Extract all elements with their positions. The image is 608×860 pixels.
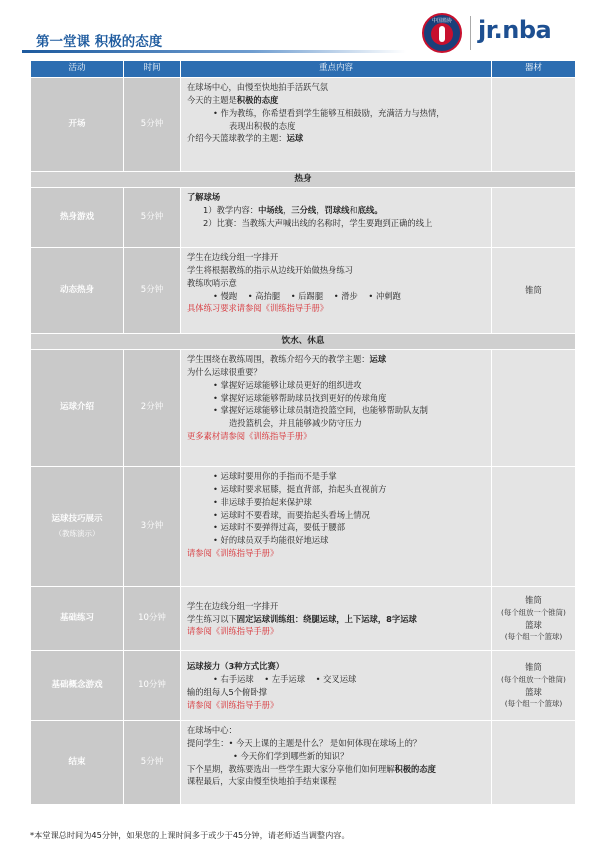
text: 中场线: [258, 204, 283, 215]
text: 作为教练，你希望看到学生能够互相鼓励，充满活力与热情，: [220, 107, 445, 118]
equipment-cell: 锥筒: [492, 248, 576, 334]
content-line: 在球场中心：: [187, 725, 237, 735]
equipment-cell: [492, 651, 576, 721]
text: 运球时要用你的手指而不是手掌: [220, 471, 337, 481]
logo-caption: 中国篮协: [431, 18, 452, 24]
content-line: 输的组每人5个俯卧撑: [187, 687, 267, 697]
topic-text: 运球: [286, 133, 304, 144]
theme-text: 积极的态度: [394, 763, 436, 774]
page-header: [0, 0, 608, 56]
lesson-table: [30, 60, 576, 805]
bullet-item: • 运球时要用你的手指而不是手掌: [213, 471, 337, 481]
content-line: [187, 191, 485, 204]
time-cell: 5分钟: [124, 248, 181, 334]
equip-note: (每个组一个篮球): [504, 699, 563, 709]
equip-balls: 篮球: [525, 686, 542, 697]
activity-cell: 运球介绍: [31, 350, 124, 467]
move-item: 后踢腿: [298, 290, 324, 301]
table-row: [31, 188, 576, 248]
manual-reference: 请参阅《训练指导手册》: [187, 548, 279, 559]
table-row: [31, 587, 576, 651]
content-line: [187, 353, 485, 366]
table-row: [31, 350, 576, 467]
equip-note: (每个组放一个锥筒): [501, 675, 566, 685]
content-line: [187, 94, 485, 107]
equipment-cell: [492, 467, 576, 587]
text: 今天的主题是: [187, 94, 237, 105]
activity-cell: 动态热身: [31, 248, 124, 334]
text: 好的球员双手均能很好地运球: [220, 535, 329, 546]
equipment-cell: [492, 78, 576, 172]
content-line: 学生将根据教练的指示从边线开始做热身练习: [187, 264, 353, 275]
section-warmup: 热身: [31, 172, 576, 188]
col-equipment: 器材: [492, 61, 576, 78]
bullet-item: • 掌握好运球能够帮助球员找到更好的传球角度: [213, 392, 387, 403]
bullet-item: • 作为教练，你希望看到学生能够互相鼓励，充满活力与热情，: [213, 107, 445, 118]
bullet-continuation: 造投篮机会，并且能够减少防守压力: [229, 418, 362, 429]
activity-cell: 基础概念游戏: [31, 651, 124, 721]
equipment-cell: [492, 188, 576, 248]
equip-balls: 篮球: [525, 619, 542, 630]
equipment-cell: [492, 350, 576, 467]
content-cell: [181, 248, 492, 334]
text: 和: [349, 204, 358, 215]
manual-reference: 具体练习要求请参阅《训练指导手册》: [187, 303, 329, 314]
content-line: 课程最后，大家由慢至快地拍手结束课程: [187, 776, 337, 787]
bullet-item: • 运球时要求屈膝，挺直背部，抬起头直视前方: [213, 483, 387, 494]
col-time: 时间: [124, 61, 181, 78]
time-cell: 10分钟: [124, 651, 181, 721]
activity-label: 运球技巧展示: [51, 514, 103, 525]
equipment-cell: [492, 721, 576, 805]
content-line: [187, 204, 485, 217]
content-line: 学生在边线分组一字排开: [187, 600, 279, 611]
time-cell: 5分钟: [124, 78, 181, 172]
page-title: 第一堂课 积极的态度: [36, 34, 163, 50]
col-activity: 活动: [31, 61, 124, 78]
text: 提问学生：: [187, 737, 229, 748]
topic-text: 运球: [369, 354, 387, 364]
time-cell: 5分钟: [124, 721, 181, 805]
text: 运球接力（3种方式比赛）: [187, 661, 285, 672]
bullet-item: • 掌握好运球能够让球员更好的组织进攻: [213, 379, 362, 390]
table-row: [31, 721, 576, 805]
content-line: [187, 132, 485, 145]
move-item: 交叉运球: [323, 674, 357, 685]
text: 介绍今天篮球教学的主题：: [187, 133, 287, 144]
activity-cell: 热身游戏: [31, 188, 124, 248]
table-row: [31, 467, 576, 587]
move-item: 右手运球: [220, 674, 254, 685]
moves-line: • 右手运球 • 左手运球 • 交叉运球: [213, 674, 357, 685]
content-line: 2）比赛：当教练大声喊出线的名称时，学生要跑到正确的线上: [203, 217, 433, 228]
jr-nba-logo: jr.nba: [478, 16, 552, 44]
content-line: [187, 613, 485, 626]
activity-cell: [31, 467, 124, 587]
time-cell: 5分钟: [124, 188, 181, 248]
table-row: [31, 651, 576, 721]
equip-cones: 锥筒: [525, 662, 542, 673]
content-cell: [181, 78, 492, 172]
theme-text: 积极的态度: [236, 94, 279, 105]
bullet-item: • 掌握好运球能够让球员制造投篮空间，也能够帮助队友制: [213, 405, 428, 416]
bullet-item: • 今天你们学到哪些新的知识？: [233, 750, 349, 761]
time-cell: 10分钟: [124, 587, 181, 651]
bullet-continuation: 表现出积极的态度: [229, 120, 296, 131]
section-row: [31, 334, 576, 350]
text: 了解球场: [187, 192, 221, 202]
activity-sublabel: （教练演示）: [54, 529, 100, 539]
text: 掌握好运球能够让球员更好的组织进攻: [220, 379, 362, 390]
text: 罚球线: [324, 204, 350, 215]
moves-line: • 慢跑 • 高抬腿 • 后踢腿 • 滑步 • 冲刺跑: [213, 290, 401, 301]
text: 运球时不要看球，而要抬起头看场上情况: [220, 509, 370, 520]
content-line: [187, 660, 485, 673]
manual-reference: 请参阅《训练指导手册》: [187, 626, 279, 637]
bullet-item: • 好的球员双手均能很好地运球: [213, 535, 329, 546]
content-cell: [181, 350, 492, 467]
equipment-cell: [492, 587, 576, 651]
move-item: 冲刺跑: [375, 290, 401, 301]
content-line: 教练吹哨示意: [187, 277, 237, 288]
text: 三分线: [291, 204, 317, 215]
section-break: 饮水、休息: [31, 334, 576, 350]
title-underline: [22, 50, 406, 53]
col-content: 重点内容: [181, 61, 492, 78]
text: 掌握好运球能够让球员制造投篮空间，也能够帮助队友制: [220, 405, 428, 416]
content-cell: [181, 467, 492, 587]
text: 学生围绕在教练周围，教练介绍今天的教学主题：: [187, 354, 370, 364]
text: ，: [282, 204, 292, 215]
move-item: 滑步: [341, 290, 358, 301]
section-row: [31, 172, 576, 188]
manual-reference: 更多素材请参阅《训练指导手册》: [187, 431, 312, 442]
content-cell: [181, 721, 492, 805]
table-header-row: [31, 61, 576, 78]
text: 1）教学内容：: [203, 204, 259, 215]
drill-text: 固定运球训练组：绕腿运球，上下运球，8字运球: [236, 613, 417, 624]
time-cell: 2分钟: [124, 350, 181, 467]
content-cell: [181, 188, 492, 248]
bullet-item: • 运球时不要看球，而要抬起头看场上情况: [213, 509, 370, 520]
text: 运球时要求屈膝，挺直背部，抬起头直视前方: [220, 483, 387, 494]
text: 今天你们学到哪些新的知识？: [240, 750, 349, 761]
content-line: 提问学生：• 今天上课的主题是什么？ 是如何体现在球场上的？: [187, 737, 422, 748]
content-cell: [181, 651, 492, 721]
move-item: 左手运球: [271, 674, 306, 685]
move-item: 慢跑: [220, 290, 238, 301]
text: 运球时不要弹得过高，要低于腰部: [220, 522, 345, 533]
content-line: [187, 763, 485, 776]
cba-logo: [422, 13, 462, 53]
equip-note: (每个组放一个锥筒): [501, 608, 566, 618]
bullet-item: • 非运球手要抬起来保护球: [213, 496, 312, 507]
text: 非运球手要抬起来保护球: [220, 496, 312, 507]
manual-reference: 请参阅《训练指导手册》: [187, 699, 279, 710]
text: 底线。: [357, 204, 383, 215]
equip-cones: 锥筒: [525, 595, 542, 606]
table-row: [31, 248, 576, 334]
logo-separator: [470, 16, 471, 50]
move-item: 高抬腿: [255, 290, 281, 301]
content-cell: [181, 587, 492, 651]
equip-note: (每个组一个篮球): [504, 632, 563, 642]
text: 下个星期，教练要选出一些学生跟大家分享他们如何理解: [187, 763, 395, 774]
text: 掌握好运球能够帮助球员找到更好的传球角度: [220, 392, 387, 403]
activity-cell: 基础练习: [31, 587, 124, 651]
bullet-item: • 运球时不要弹得过高，要低于腰部: [213, 522, 345, 533]
text: ，: [316, 204, 325, 215]
content-line: 为什么运球很重要？: [187, 366, 262, 377]
activity-cell: 开场: [31, 78, 124, 172]
time-cell: 3分钟: [124, 467, 181, 587]
table-row: [31, 78, 576, 172]
footnote: *本堂课总时间为45分钟，如果您的上课时间多于或少于45分钟，请老师适当调整内容。: [30, 830, 350, 840]
content-line: 学生在边线分组一字排开: [187, 252, 279, 262]
player-figure-icon: [439, 26, 445, 42]
text: 学生练习以下: [187, 613, 237, 624]
text: 今天上课的主题是什么？ 是如何体现在球场上的？: [236, 737, 422, 748]
content-line: 在球场中心，由慢至快地拍手活跃气氛: [187, 82, 329, 92]
activity-cell: 结束: [31, 721, 124, 805]
